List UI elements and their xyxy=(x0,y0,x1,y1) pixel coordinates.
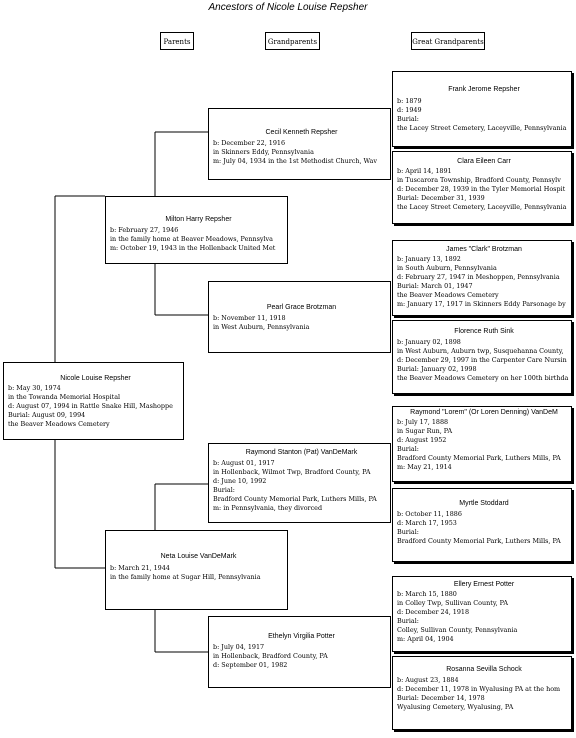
person-detail: d: June 10, 1992 xyxy=(213,477,267,485)
person-detail: Burial: xyxy=(213,486,235,494)
person-card-florence-ruth-sink[interactable] xyxy=(392,320,572,394)
person-detail: Bradford County Memorial Park, Luthers Mills, PA xyxy=(397,454,561,462)
person-detail: Burial: xyxy=(397,445,419,453)
person-name: Ellery Ernest Potter xyxy=(453,581,515,588)
person-detail: d: March 17, 1953 xyxy=(397,519,457,527)
person-detail: d: December 24, 1918 xyxy=(397,608,470,616)
person-detail: in South Auburn, Pennsylvania xyxy=(397,264,497,272)
person-detail: d: 1949 xyxy=(397,106,422,114)
header-parents: Parents xyxy=(160,32,194,50)
person-detail: m: May 21, 1914 xyxy=(397,463,452,471)
person-detail: Burial: January 02, 1998 xyxy=(397,365,477,373)
person-detail: in West Auburn, Auburn twp, Susquehanna County, xyxy=(397,347,564,355)
person-detail: m: in Pennsylvania, they divorced xyxy=(213,504,323,512)
person-detail: b: August 01, 1917 xyxy=(213,459,275,467)
person-detail: in Colley Twp, Sullivan County, PA xyxy=(397,599,508,607)
person-name: Cecil Kenneth Repsher xyxy=(265,129,338,136)
person-card-neta-louise-vandemark[interactable] xyxy=(105,530,288,610)
person-name: Raymond "Lorem" (Or Loren Denning) VanDeM xyxy=(410,409,558,416)
person-card-raymond-stanton-vandemark[interactable] xyxy=(208,443,391,523)
person-detail: d: February 27, 1947 in Meshoppen, Pennsylvania xyxy=(397,273,560,281)
person-detail: b: November 11, 1918 xyxy=(213,314,286,322)
person-card-ethelyn-virgilia-potter[interactable] xyxy=(208,616,391,688)
person-name: Myrtle Stoddard xyxy=(459,500,509,507)
person-detail: Burial: March 01, 1947 xyxy=(397,282,473,290)
person-detail: b: July 17, 1888 xyxy=(397,418,449,426)
person-detail: Wyalusing Cemetery, Wyalusing, PA xyxy=(397,703,514,711)
person-detail: Burial: December 31, 1939 xyxy=(397,194,485,202)
person-detail: m: July 04, 1934 in the 1st Methodist Church, Wav xyxy=(213,157,377,165)
person-detail: Bradford County Memorial Park, Luthers Mills, PA xyxy=(397,537,561,545)
person-name: Florence Ruth Sink xyxy=(454,328,514,335)
person-name: Pearl Grace Brotzman xyxy=(266,304,337,311)
person-detail: in the family home at Beaver Meadows, Pennsylva xyxy=(110,235,273,243)
person-detail: Bradford County Memorial Park, Luthers Mills, PA xyxy=(213,495,377,503)
person-detail: d: December 28, 1939 in the Tyler Memorial Hospit xyxy=(397,185,566,193)
person-detail: in Skinners Eddy, Pennsylvania xyxy=(213,148,314,156)
person-detail: the Beaver Meadows Cemetery on her 100th birthda xyxy=(397,374,569,382)
person-detail: b: February 27, 1946 xyxy=(110,226,179,234)
person-detail: in West Auburn, Pennsylvania xyxy=(213,323,310,331)
person-detail: b: October 11, 1886 xyxy=(397,510,462,518)
person-detail: Burial: xyxy=(397,528,419,536)
person-name: Frank Jerome Repsher xyxy=(448,86,520,93)
person-card-myrtle-stoddard[interactable] xyxy=(392,488,572,562)
person-card-cecil-kenneth-repsher[interactable] xyxy=(208,108,391,180)
person-name: Raymond Stanton (Pat) VanDeMark xyxy=(245,449,358,456)
person-card-ellery-ernest-potter[interactable] xyxy=(392,576,572,652)
person-detail: in Hollenback, Wilmot Twp, Bradford County, PA xyxy=(213,468,371,476)
person-card-nicole-louise-repsher[interactable] xyxy=(3,362,184,440)
person-detail: the Beaver Meadows Cemetery xyxy=(397,291,499,299)
person-card-milton-harry-repsher[interactable] xyxy=(105,196,288,264)
person-card-pearl-grace-brotzman[interactable] xyxy=(208,281,391,353)
person-detail: d: December 29, 1997 in the Carpenter Care Nursin xyxy=(397,356,567,364)
header-great-grandparents: Great Grandparents xyxy=(411,32,485,50)
person-detail: b: March 21, 1944 xyxy=(110,564,170,572)
person-detail: b: May 30, 1974 xyxy=(8,384,61,392)
person-detail: the Beaver Meadows Cemetery xyxy=(8,420,110,428)
person-detail: d: December 11, 1978 in Wyalusing PA at the hom xyxy=(397,685,561,693)
person-detail: b: January 13, 1892 xyxy=(397,255,461,263)
person-detail: in Sugar Run, PA xyxy=(397,427,453,435)
person-detail: Burial: xyxy=(397,617,419,625)
person-detail: Burial: August 09, 1994 xyxy=(8,411,86,419)
person-name: Neta Louise VanDeMark xyxy=(160,553,237,560)
person-name: Milton Harry Repsher xyxy=(165,216,232,223)
person-detail: b: April 14, 1891 xyxy=(397,167,452,175)
person-card-frank-jerome-repsher[interactable] xyxy=(392,71,572,147)
person-detail: in the Towanda Memorial Hospital xyxy=(8,393,121,401)
person-name: Clara Eileen Carr xyxy=(457,158,511,165)
person-detail: d: August 07, 1994 in Rattle Snake Hill, Mashoppe xyxy=(8,402,173,410)
person-detail: m: October 19, 1943 in the Hollenback United Met xyxy=(110,244,276,252)
person-detail: b: July 04, 1917 xyxy=(213,643,265,651)
person-detail: b: 1879 xyxy=(397,97,422,105)
person-detail: b: January 02, 1898 xyxy=(397,338,461,346)
person-detail: the Lacey Street Cemetery, Laceyville, Pennsylvania xyxy=(397,124,567,132)
person-detail: in Hollenback, Bradford County, PA xyxy=(213,652,328,660)
chart-title: Ancestors of Nicole Louise Repsher xyxy=(208,2,368,13)
person-detail: m: January 17, 1917 in Skinners Eddy Parsonage by xyxy=(397,300,566,308)
person-name: Rosanna Sevilla Schock xyxy=(446,666,522,673)
person-detail: d: September 01, 1982 xyxy=(213,661,288,669)
person-card-raymond-lorem-vandemark[interactable] xyxy=(392,406,572,482)
header-grandparents: Grandparents xyxy=(265,32,320,50)
person-detail: m: April 04, 1904 xyxy=(397,635,454,643)
person-card-clara-eileen-carr[interactable] xyxy=(392,151,572,224)
person-name: James "Clark" Brotzman xyxy=(446,246,522,253)
person-detail: d: August 1952 xyxy=(397,436,447,444)
person-detail: b: March 15, 1880 xyxy=(397,590,457,598)
person-card-james-clark-brotzman[interactable] xyxy=(392,240,572,316)
person-detail: in the family home at Sugar Hill, Pennsylvania xyxy=(110,573,261,581)
person-detail: Burial: xyxy=(397,115,419,123)
person-detail: b: August 23, 1884 xyxy=(397,676,459,684)
person-detail: Colley, Sullivan County, Pennsylvania xyxy=(397,626,518,634)
person-detail: b: December 22, 1916 xyxy=(213,139,286,147)
person-detail: the Lacey Street Cemetery, Laceyville, Pennsylvania xyxy=(397,203,567,211)
person-detail: in Tuscarora Township, Bradford County, Pennsylv xyxy=(397,176,561,184)
person-card-rosanna-sevilla-schock[interactable] xyxy=(392,656,572,730)
person-detail: Burial: December 14, 1978 xyxy=(397,694,485,702)
person-name: Nicole Louise Repsher xyxy=(60,375,131,382)
person-name: Ethelyn Virgilia Potter xyxy=(268,633,335,640)
